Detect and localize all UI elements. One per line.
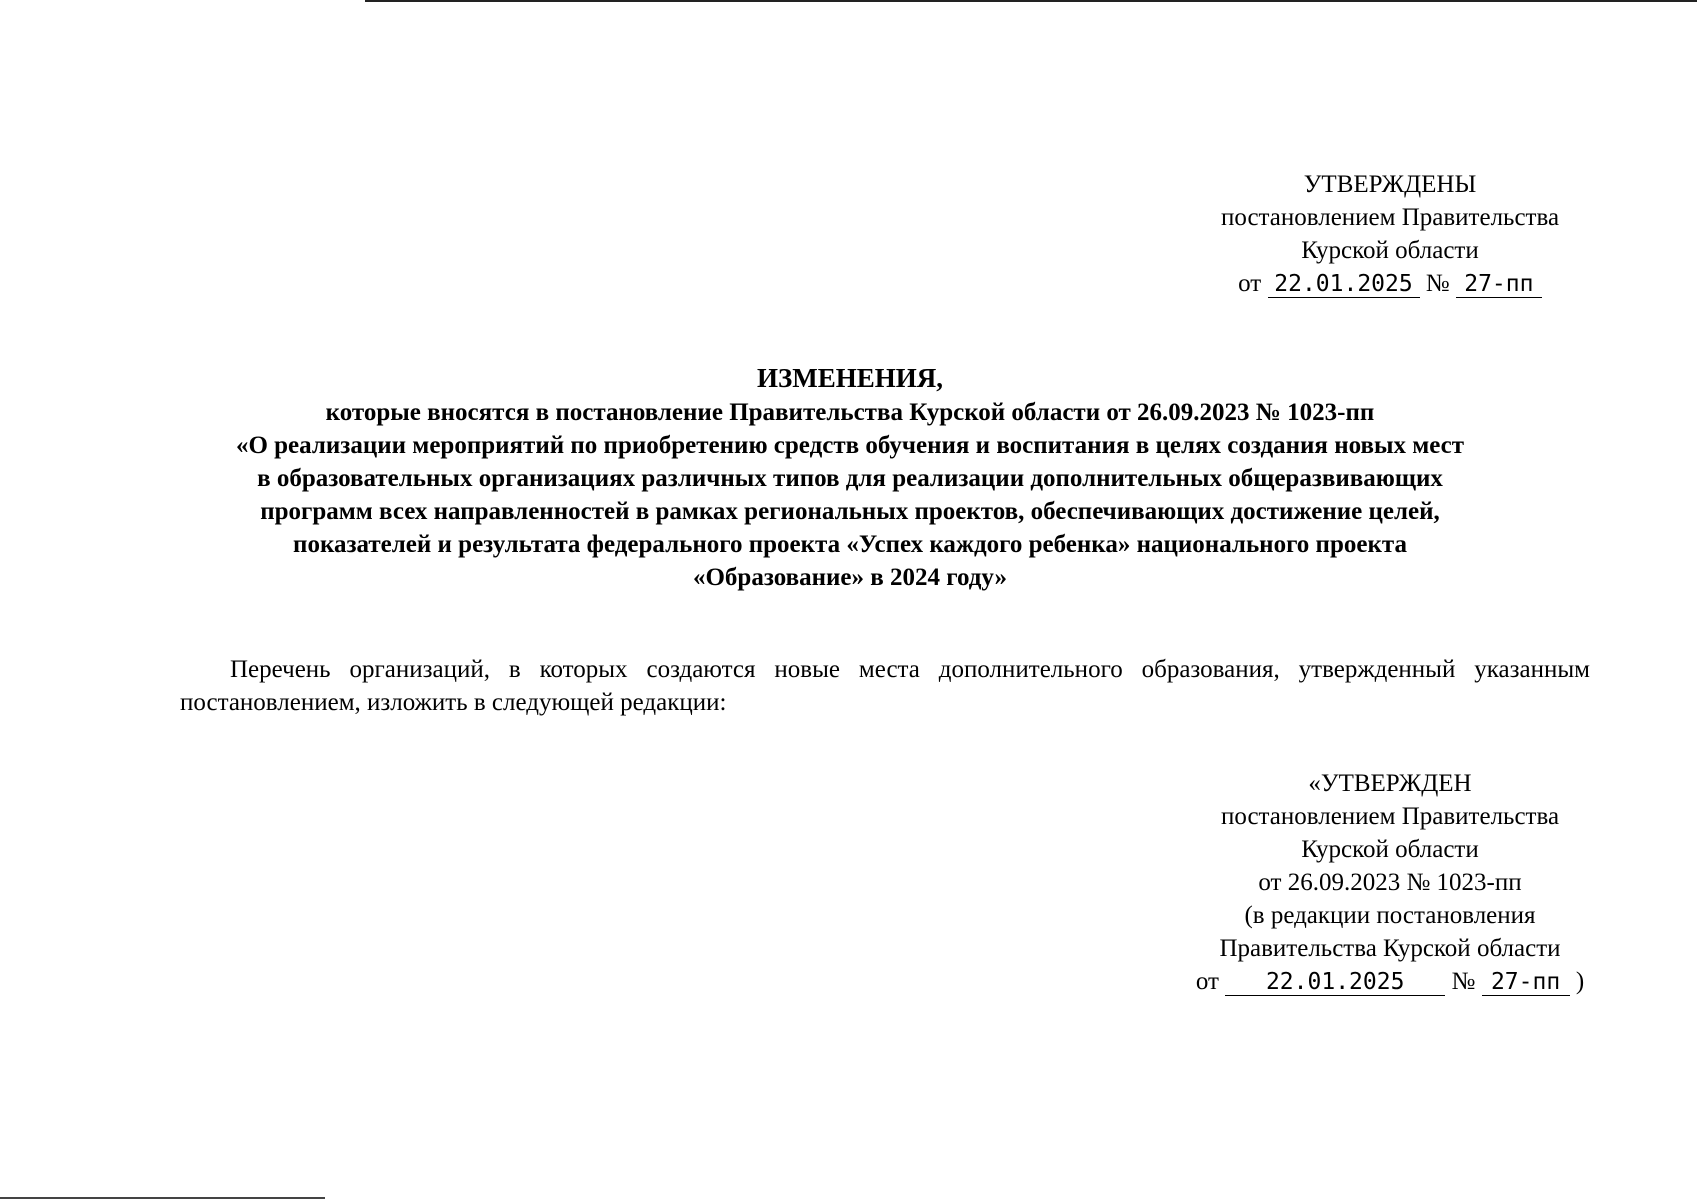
amended-line-6: Правительства Курской области — [1219, 935, 1561, 962]
approval-stamp — [1160, 168, 1620, 300]
approval-date-line — [1160, 267, 1620, 300]
title-heading: ИЗМЕНЕНИЯ, — [756, 363, 943, 393]
amended-line-5: (в редакции постановления — [1244, 902, 1536, 929]
title-line-4: программ всех направленностей в рамках региональных проектов, обеспечивающих достижение целей, — [260, 498, 1440, 525]
amended-closing-paren: ) — [1575, 968, 1585, 995]
approval-number-value: 27-пп — [1456, 271, 1542, 298]
amended-date-value: 22.01.2025 — [1225, 969, 1445, 996]
amended-date-prefix: от — [1195, 968, 1219, 995]
approval-date-prefix: от — [1238, 270, 1262, 297]
scan-edge-bottom — [0, 1197, 325, 1199]
amended-line-4: от 26.09.2023 № 1023-пп — [1258, 869, 1522, 896]
amended-date-line — [1160, 965, 1620, 998]
title-line-6: «Образование» в 2024 году» — [692, 564, 1008, 591]
approval-number-sign: № — [1425, 270, 1450, 297]
amended-heading: «УТВЕРЖДЕН — [1308, 770, 1472, 797]
title-line-3: в образовательных организациях различных типов для реализации дополнительных общеразвивающих — [257, 465, 1443, 492]
approval-line-3: Курской области — [1301, 237, 1479, 264]
approval-heading: УТВЕРЖДЕНЫ — [1303, 171, 1477, 198]
scan-edge-top — [365, 0, 1697, 2]
body-paragraph: Перечень организаций, в которых создаются новые места дополнительного образования, утвержденный указанным постановлением, изложить в следующей редакции: — [180, 656, 1590, 716]
amended-line-2: постановлением Правительства — [1220, 803, 1560, 830]
title-line-2: «О реализации мероприятий по приобретению средств обучения и воспитания в целях создания новых мест — [235, 432, 1465, 459]
amended-line-3: Курской области — [1301, 836, 1479, 863]
approval-date-value: 22.01.2025 — [1268, 271, 1420, 298]
title-line-1: которые вносятся в постановление Правительства Курской области от 26.09.2023 № 1023-пп — [325, 399, 1375, 426]
amended-number-sign: № — [1451, 968, 1476, 995]
approval-line-2: постановлением Правительства — [1220, 204, 1560, 231]
amended-stamp — [1160, 767, 1620, 998]
title-line-5: показателей и результата федерального проекта «Успех каждого ребенка» национального проекта — [293, 531, 1407, 558]
amended-number-value: 27-пп — [1482, 969, 1570, 996]
document-title — [150, 362, 1550, 594]
